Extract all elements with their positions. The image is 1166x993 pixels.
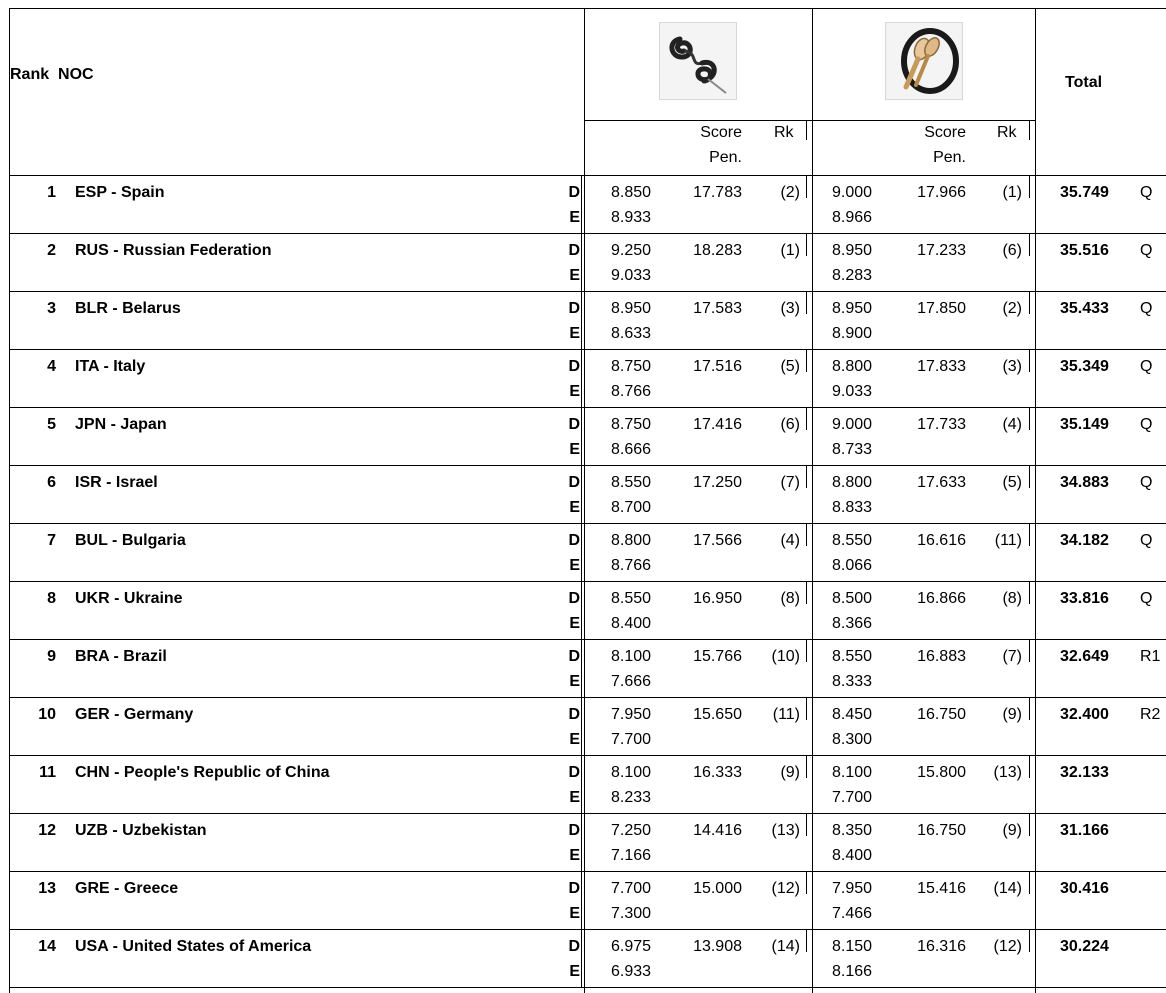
e-label: E [569,383,580,400]
rank-cell: 5 [47,416,56,433]
app1-total-score: 15.766 [693,648,742,665]
app2-e-score: 9.033 [832,383,873,400]
app1-rank: (13) [771,822,800,839]
app1-d-score: 8.950 [611,300,652,317]
app2-rank: (6) [1002,242,1022,259]
app2-total-score: 17.633 [917,474,966,491]
app1-total-score: 17.583 [693,300,742,317]
rank-cell: 3 [47,300,56,317]
e-label: E [569,963,580,980]
app1-e-score: 8.233 [611,789,652,806]
total-header: Total [1065,74,1103,91]
app1-total-score: 17.783 [693,184,742,201]
app1-d-score: 8.100 [611,648,652,665]
de-divider [581,698,582,756]
rank-cell: 11 [39,764,56,781]
total-score: 33.816 [1060,590,1109,607]
app2-rank: (3) [1002,358,1022,375]
app2-rank: (12) [993,938,1022,955]
app1-d-score: 8.100 [611,764,652,781]
app2-rk-cell-divider [1029,350,1030,372]
row-border [9,987,1166,988]
app2-d-score: 8.500 [832,590,873,607]
noc-cell: BLR - Belarus [75,300,181,317]
d-label: D [568,242,580,259]
de-divider [581,176,582,234]
app1-total-score: 16.950 [693,590,742,607]
e-label: E [569,615,580,632]
row-border [9,871,1166,872]
app1-d-score: 8.850 [611,184,652,201]
app1-total-score: 17.566 [693,532,742,549]
e-label: E [569,499,580,516]
row-border [9,697,1166,698]
app2-d-score: 8.550 [832,648,873,665]
noc-cell: ISR - Israel [75,474,158,491]
app2-e-score: 8.283 [832,267,873,284]
d-label: D [568,532,580,549]
app2-rank: (9) [1002,822,1022,839]
rank-cell: 4 [47,358,56,375]
noc-cell: BUL - Bulgaria [75,532,186,549]
row-border [9,581,1166,582]
app2-rank: (5) [1002,474,1022,491]
app1-rk-divider [806,120,807,140]
app1-rank: (1) [780,242,800,259]
e-label: E [569,847,580,864]
app2-rank: (8) [1002,590,1022,607]
rank-cell: 14 [38,938,56,955]
app1-rank: (5) [780,358,800,375]
e-label: E [569,267,580,284]
app1-rank: (9) [780,764,800,781]
row-border [9,407,1166,408]
app2-total-score: 16.616 [917,532,966,549]
app2-e-score: 8.300 [832,731,873,748]
total-score: 35.516 [1060,242,1109,259]
app2-rank: (11) [994,532,1022,549]
noc-cell: ESP - Spain [75,184,165,201]
app1-e-score: 8.933 [611,209,652,226]
noc-column-divider [584,8,585,993]
app2-rank: (13) [993,764,1022,781]
app1-total-score: 14.416 [693,822,742,839]
app2-total-score: 15.416 [917,880,966,897]
e-label: E [569,731,580,748]
app1-e-score: 8.633 [611,325,652,342]
app2-rk-cell-divider [1029,814,1030,836]
total-score: 30.224 [1060,938,1109,955]
d-label: D [568,822,580,839]
app2-e-score: 8.066 [832,557,873,574]
d-label: D [568,300,580,317]
app2-rank: (14) [993,880,1022,897]
de-divider [581,756,582,814]
de-divider [581,408,582,466]
app2-rank: (4) [1002,416,1022,433]
total-score: 35.433 [1060,300,1109,317]
e-label: E [569,673,580,690]
row-border [9,755,1166,756]
d-label: D [568,474,580,491]
noc-cell: CHN - People's Republic of China [75,764,330,781]
app1-e-score: 8.400 [611,615,652,632]
qualification-mark: Q [1140,590,1153,607]
app1-d-score: 8.750 [611,416,652,433]
app1-d-score: 8.550 [611,590,652,607]
app2-total-score: 16.750 [917,706,966,723]
app2-e-score: 8.166 [832,963,873,980]
app2-rk-cell-divider [1029,234,1030,256]
app2-rk-cell-divider [1029,176,1030,198]
de-divider [581,466,582,524]
app1-e-score: 7.300 [611,905,652,922]
app2-rk-cell-divider [1029,640,1030,662]
app2-e-score: 8.966 [832,209,873,226]
rank-cell: 10 [38,706,56,723]
app2-total-score: 16.866 [917,590,966,607]
app2-d-score: 8.150 [832,938,873,955]
app1-d-score: 7.250 [611,822,652,839]
app1-rk-cell-divider [806,756,807,778]
de-divider [581,582,582,640]
row-border [9,349,1166,350]
app1-e-score: 7.700 [611,731,652,748]
de-divider [581,234,582,292]
qualification-mark: R2 [1140,706,1161,723]
app2-d-score: 8.350 [832,822,873,839]
rank-cell: 2 [47,242,56,259]
app2-e-score: 8.833 [832,499,873,516]
rank-cell: 1 [47,184,56,201]
app1-d-score: 9.250 [611,242,652,259]
app2-pen-header: Pen. [933,149,966,166]
app2-e-score: 7.700 [832,789,873,806]
app1-total-score: 18.283 [693,242,742,259]
app2-total-score: 17.966 [917,184,966,201]
app2-e-score: 8.733 [832,441,873,458]
app1-score-header: Score [700,124,742,141]
app1-rank: (8) [780,590,800,607]
noc-cell: UKR - Ukraine [75,590,183,607]
app1-d-score: 8.800 [611,532,652,549]
clubs-and-hoop-icon [885,22,963,100]
app1-e-score: 8.700 [611,499,652,516]
app2-d-score: 7.950 [832,880,873,897]
d-label: D [568,416,580,433]
noc-cell: RUS - Russian Federation [75,242,272,259]
app1-rank: (10) [771,648,800,665]
app1-rank: (2) [780,184,800,201]
app1-total-score: 17.516 [693,358,742,375]
qualification-mark: Q [1140,416,1153,433]
d-label: D [568,358,580,375]
app2-rank: (7) [1002,648,1022,665]
app1-d-score: 7.950 [611,706,652,723]
app1-e-score: 6.933 [611,963,652,980]
app1-rk-cell-divider [806,176,807,198]
de-divider [581,524,582,582]
total-score: 34.182 [1060,532,1109,549]
noc-cell: ITA - Italy [75,358,146,375]
qualification-mark: Q [1140,300,1153,317]
app1-d-score: 6.975 [611,938,652,955]
noc-cell: USA - United States of America [75,938,312,955]
total-score: 31.166 [1060,822,1109,839]
total-score: 32.649 [1060,648,1109,665]
header-bottom-border [9,175,1166,176]
d-label: D [568,880,580,897]
row-border [9,813,1166,814]
app2-e-score: 8.900 [832,325,873,342]
row-border [9,523,1166,524]
app1-rank: (12) [771,880,800,897]
app2-rk-cell-divider [1029,292,1030,314]
total-score: 35.749 [1060,184,1109,201]
noc-cell: JPN - Japan [75,416,167,433]
e-label: E [569,557,580,574]
app2-total-score: 17.833 [917,358,966,375]
app1-rk-cell-divider [806,930,807,952]
app2-e-score: 7.466 [832,905,873,922]
app1-rk-cell-divider [806,292,807,314]
app2-d-score: 9.000 [832,416,873,433]
app1-total-score: 15.000 [693,880,742,897]
app2-rank: (9) [1002,706,1022,723]
total-score: 34.883 [1060,474,1109,491]
app2-d-score: 8.950 [832,242,873,259]
app1-rk-cell-divider [806,524,807,546]
app2-rk-cell-divider [1029,756,1030,778]
app2-total-score: 17.733 [917,416,966,433]
subheader-divider [584,120,1035,121]
rank-noc-header: Rank NOC [10,66,94,83]
rank-cell: 9 [47,648,56,665]
app1-rank: (11) [772,706,800,723]
total-score: 32.133 [1060,764,1109,781]
app1-rk-cell-divider [806,234,807,256]
de-divider [581,292,582,350]
app2-total-score: 16.750 [917,822,966,839]
total-score: 35.349 [1060,358,1109,375]
total-score: 32.400 [1060,706,1109,723]
qualification-mark: Q [1140,474,1153,491]
app2-d-score: 9.000 [832,184,873,201]
app1-d-score: 8.550 [611,474,652,491]
de-divider [581,872,582,930]
app1-d-score: 7.700 [611,880,652,897]
table-left-border [9,8,10,993]
app1-rk-cell-divider [806,350,807,372]
app1-rank: (7) [780,474,800,491]
app2-total-score: 17.233 [917,242,966,259]
app2-rk-cell-divider [1029,872,1030,894]
de-divider [581,350,582,408]
app1-d-score: 8.750 [611,358,652,375]
app1-e-score: 9.033 [611,267,652,284]
app1-e-score: 8.666 [611,441,652,458]
ribbon-icon [659,22,737,100]
app1-rank: (14) [771,938,800,955]
app1-e-score: 7.666 [611,673,652,690]
app1-total-score: 16.333 [693,764,742,781]
d-label: D [568,648,580,665]
app1-rank: (6) [780,416,800,433]
e-label: E [569,325,580,342]
app1-rank: (4) [780,532,800,549]
app2-e-score: 8.366 [832,615,873,632]
app2-total-score: 15.800 [917,764,966,781]
app2-rk-cell-divider [1029,698,1030,720]
app1-total-score: 17.250 [693,474,742,491]
row-border [9,233,1166,234]
app2-rk-cell-divider [1029,408,1030,430]
app1-e-score: 8.766 [611,557,652,574]
de-divider [581,930,582,988]
app1-rk-header: Rk [774,124,794,141]
d-label: D [568,764,580,781]
d-label: D [568,938,580,955]
row-border [9,465,1166,466]
app2-d-score: 8.550 [832,532,873,549]
noc-cell: UZB - Uzbekistan [75,822,207,839]
de-divider [581,640,582,698]
app2-total-score: 16.316 [917,938,966,955]
d-label: D [568,184,580,201]
app2-d-score: 8.800 [832,474,873,491]
app2-total-score: 17.850 [917,300,966,317]
app2-total-score: 16.883 [917,648,966,665]
app2-rk-header: Rk [997,124,1017,141]
rank-cell: 7 [47,532,56,549]
app1-total-score: 15.650 [693,706,742,723]
d-label: D [568,590,580,607]
e-label: E [569,209,580,226]
app2-d-score: 8.800 [832,358,873,375]
rank-cell: 13 [38,880,56,897]
de-divider [581,814,582,872]
app1-rank: (3) [780,300,800,317]
app2-d-score: 8.100 [832,764,873,781]
qualification-mark: Q [1140,184,1153,201]
app2-rk-cell-divider [1029,466,1030,488]
app1-total-score: 13.908 [693,938,742,955]
e-label: E [569,441,580,458]
app2-rank: (1) [1002,184,1022,201]
app1-rk-cell-divider [806,466,807,488]
row-border [9,929,1166,930]
rank-cell: 12 [38,822,56,839]
app1-rk-cell-divider [806,582,807,604]
noc-cell: GRE - Greece [75,880,179,897]
app2-rk-divider [1029,120,1030,140]
qualification-mark: Q [1140,358,1153,375]
app1-rk-cell-divider [806,408,807,430]
app2-d-score: 8.450 [832,706,873,723]
noc-cell: BRA - Brazil [75,648,167,665]
e-label: E [569,789,580,806]
app1-rk-cell-divider [806,640,807,662]
table-top-border [9,8,1166,9]
row-border [9,291,1166,292]
noc-cell: GER - Germany [75,706,194,723]
app1-rk-cell-divider [806,698,807,720]
app1-pen-header: Pen. [709,149,742,166]
app2-e-score: 8.333 [832,673,873,690]
e-label: E [569,905,580,922]
app1-e-score: 7.166 [611,847,652,864]
app1-e-score: 8.766 [611,383,652,400]
qualification-mark: Q [1140,532,1153,549]
qualification-mark: R1 [1140,648,1161,665]
app2-rk-cell-divider [1029,582,1030,604]
apparatus-divider [812,8,813,993]
total-column-divider [1035,8,1036,993]
app2-rk-cell-divider [1029,524,1030,546]
row-border [9,639,1166,640]
total-score: 35.149 [1060,416,1109,433]
app2-score-header: Score [924,124,966,141]
rank-cell: 6 [47,474,56,491]
app2-e-score: 8.400 [832,847,873,864]
total-score: 30.416 [1060,880,1109,897]
app1-rk-cell-divider [806,872,807,894]
app1-total-score: 17.416 [693,416,742,433]
d-label: D [568,706,580,723]
qualification-mark: Q [1140,242,1153,259]
app1-rk-cell-divider [806,814,807,836]
app2-rk-cell-divider [1029,930,1030,952]
app2-rank: (2) [1002,300,1022,317]
app2-d-score: 8.950 [832,300,873,317]
rank-cell: 8 [47,590,56,607]
